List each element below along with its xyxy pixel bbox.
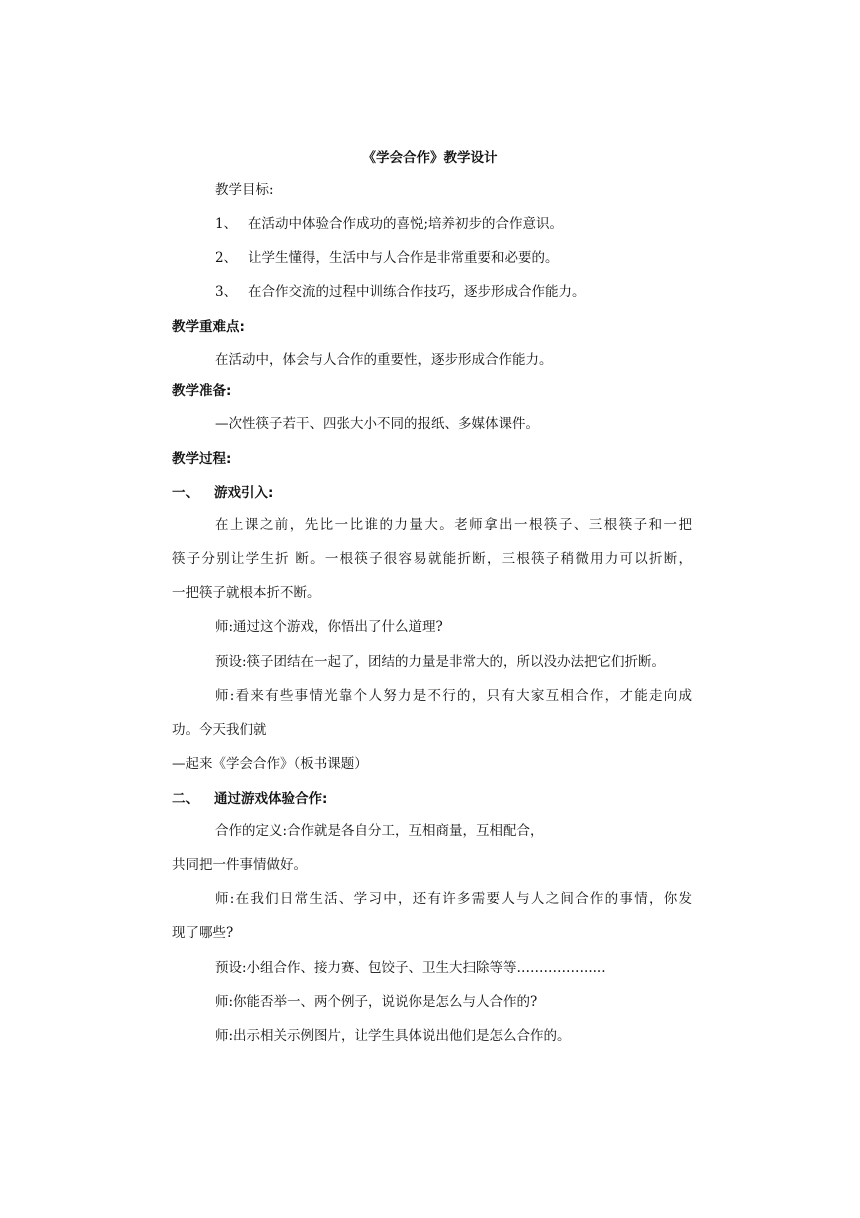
paragraph-line: 师:在我们日常生活、学习中，还有许多需要人与人之间合作的事情，你发 <box>215 891 692 907</box>
objective-item-2 <box>215 249 692 267</box>
paragraph-line: 师:通过这个游戏，你悟出了什么道理? <box>215 619 443 635</box>
section-title: 游戏引入: <box>214 485 274 501</box>
objective-number: 1、 <box>215 216 238 232</box>
section-number: 一、 <box>172 485 199 501</box>
paragraph-line: 师:你能否举一、两个例子，说说你是怎么与人合作的? <box>215 994 538 1010</box>
objective-text: 在合作交流的过程中训练合作技巧，逐步形成合作能力。 <box>248 284 586 300</box>
paragraph-line: 预设:筷子团结在一起了，团结的力量是非常大的，所以没办法把它们折断。 <box>215 654 666 670</box>
objective-text: 让学生懂得，生活中与人合作是非常重要和必要的。 <box>248 250 559 266</box>
process-heading: 教学过程: <box>172 451 232 467</box>
paragraph-line: 一把筷子就根本折不断。 <box>172 585 321 601</box>
objective-number: 3、 <box>215 284 238 300</box>
paragraph-line: 预设:小组合作、接力赛、包饺子、卫生大扫除等等……………..... <box>215 960 606 976</box>
section-number: 二、 <box>172 791 199 807</box>
key-points-text: 在活动中，体会与人合作的重要性，逐步形成合作能力。 <box>215 352 553 368</box>
objective-item-1 <box>215 215 692 233</box>
section-2-heading <box>172 790 692 808</box>
preparation-heading: 教学准备: <box>172 383 232 399</box>
objective-text: 在活动中体验合作成功的喜悦;培养初步的合作意识。 <box>248 216 564 232</box>
paragraph-line: 功。今天我们就 <box>172 722 267 738</box>
paragraph-line: 筷子分别让学生折 断。一根筷子很容易就能折断，三根筷子稍微用力可以折断， <box>172 551 692 567</box>
preparation-text: —次性筷子若干、四张大小不同的报纸、多媒体课件。 <box>215 416 539 432</box>
paragraph-line: 在上课之前，先比一比谁的力量大。老师拿出一根筷子、三根筷子和一把 <box>215 517 692 533</box>
section-title: 通过游戏体验合作: <box>214 791 328 807</box>
paragraph-line: 合作的定义:合作就是各自分工，互相商量，互相配合， <box>215 823 544 839</box>
paragraph-line: 现了哪些? <box>172 925 234 941</box>
section-1-heading <box>172 484 692 502</box>
paragraph-line: 师:出示相关示例图片，让学生具体说出他们是怎么合作的。 <box>215 1028 571 1044</box>
document-title: 《学会合作》教学设计 <box>362 150 498 166</box>
objective-item-3 <box>215 283 692 301</box>
objective-number: 2、 <box>215 250 238 266</box>
paragraph-line: —起来《学会合作》（板书课题） <box>172 756 368 772</box>
paragraph-line: 共同把一件事情做好。 <box>172 857 307 873</box>
key-points-heading: 教学重难点: <box>172 319 245 335</box>
objectives-heading: 教学目标: <box>215 182 274 198</box>
paragraph-line: 师:看来有些事情光靠个人努力是不行的，只有大家互相合作，才能走向成 <box>215 688 692 704</box>
